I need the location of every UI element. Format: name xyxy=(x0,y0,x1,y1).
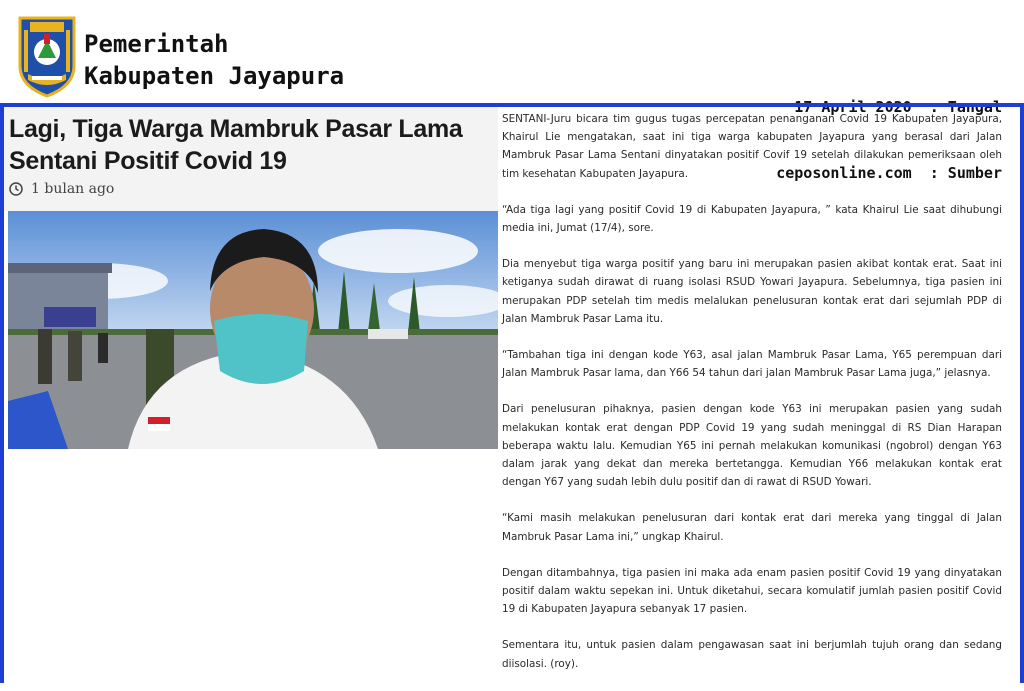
article-paragraph: Dengan ditambahnya, tiga pasien ini maka ada enam pasien positif Covid 19 yang dinyatakan positif dalam waktu sepekan ini. Untuk diketahui, secara komulatif jumlah pasien positif Covid 19 di Kabupaten Jayapura sebanyak 17 pasien. xyxy=(502,566,1002,616)
organization-title-line1: Pemerintah xyxy=(84,30,229,58)
article-paragraph: Sementara itu, untuk pasien dalam pengawasan saat ini berjumlah tujuh orang dan sedang diisolasi. (roy). xyxy=(502,639,1002,670)
article-paragraph: SENTANI-Juru bicara tim gugus tugas percepatan penanganan Covid 19 Kabupaten Jayapura, Khairul Lie mengatakan, saat ini tiga warga kabupaten Jayapura yang berasal dari Jalan Mambruk Pasar Lama Sentani dinyatakan positif Covif 19 setelah dilakukan pemeriksaan oleh tim kesehatan Kabupaten Jayapura. xyxy=(502,113,1002,180)
article-paragraph: Dari penelusuran pihaknya, pasien dengan kode Y63 ini merupakan pasien yang sudah melakukan kontak erat dengan PDP Covid 19 yang sudah meninggal di RS Dian Harapan beberapa waktu lalu. Kemudian Y65 ini pernah melakukan komunikasi (ngobrol) dengan Y63 dalam jarak yang dekat dan mereka bertetangga. Kemudian Y66 melakukan kontak erat dengan Y67 yang sudah lebih dulu positif dan di rawat di RSUD Yowari. xyxy=(502,403,1002,489)
article-photo xyxy=(8,211,498,449)
article-title: Lagi, Tiga Warga Mambruk Pasar Lama Sentani Positif Covid 19 xyxy=(9,115,463,175)
time-ago-text: 1 bulan ago xyxy=(31,181,115,197)
headline-box xyxy=(4,107,498,211)
date-line: 17 April 2020 : Tangal xyxy=(794,98,1002,116)
clock-icon xyxy=(9,182,23,196)
article-paragraph: Dia menyebut tiga warga positif yang baru ini merupakan pasien akibat kontak erat. Saat ini ketiganya sudah dirawat di ruang isolasi RSUD Yowari Jayapura. Sebelumnya, tiga pasien ini merupakan PDP setelah tim medis melalukan penelusuran kontak erat dari sejumlah PDP di Jalan Mambruk Pasar Lama itu. xyxy=(502,258,1002,325)
article-left-column xyxy=(4,107,498,683)
article-body xyxy=(502,110,1002,691)
organization-title-line2: Kabupaten Jayapura xyxy=(84,62,345,90)
article-paragraph: “Kami masih melakukan penelusuran dari kontak erat dari mereka yang tinggal di Jalan Mambruk Pasar Lama ini,” ungkap Khairul. xyxy=(502,512,1002,543)
regency-emblem-icon xyxy=(16,14,78,98)
post-time xyxy=(9,179,114,199)
article-paragraph: “Tambahan tiga ini dengan kode Y63, asal jalan Mambruk Pasar Lama, Y65 perempuan dari Jalan Mambruk Pasar lama, dan Y66 54 tahun dari jalan Mambruk Pasar Lama juga,” jelasnya. xyxy=(502,349,1002,380)
article-paragraph: “Ada tiga lagi yang positif Covid 19 di Kabupaten Jayapura, ” kata Khairul Lie saat dihubungi media ini, Jumat (17/4), sore. xyxy=(502,203,1002,235)
source-line: ceposonline.com : Sumber xyxy=(776,164,1002,182)
organization-title xyxy=(84,28,344,92)
